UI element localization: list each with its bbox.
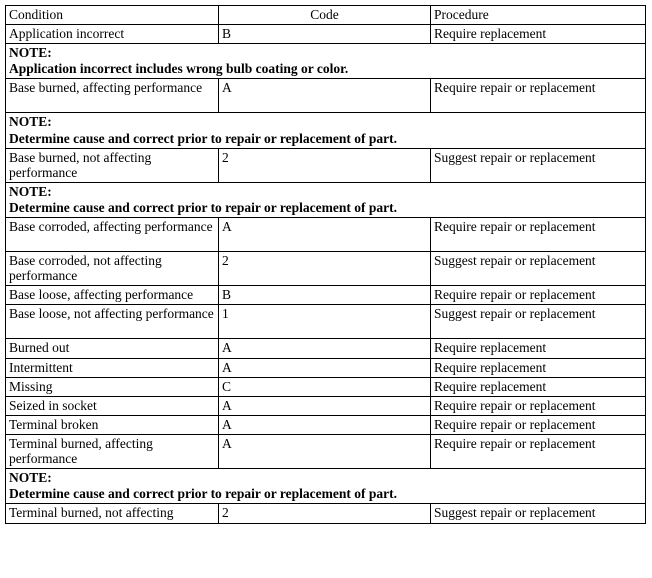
- cell-code: A: [219, 396, 431, 415]
- table-row: [6, 218, 646, 252]
- cell-code: A: [219, 79, 431, 113]
- note-text: Application incorrect includes wrong bulb coating or color.: [9, 61, 349, 77]
- cell-condition: Terminal broken: [6, 415, 219, 434]
- cell-procedure: Suggest repair or replacement: [431, 252, 646, 286]
- column-header-code: Code: [219, 6, 431, 25]
- cell-condition: Base burned, not affecting performance: [6, 148, 219, 182]
- cell-condition: Burned out: [6, 339, 219, 358]
- cell-procedure: Require repair or replacement: [431, 286, 646, 305]
- cell-procedure: Require replacement: [431, 25, 646, 44]
- note-text: Determine cause and correct prior to repair or replacement of part.: [9, 130, 398, 146]
- table-row: [6, 358, 646, 377]
- table-row: [6, 434, 646, 468]
- table-row: [6, 396, 646, 415]
- cell-code: 2: [219, 148, 431, 182]
- cell-condition: Base loose, not affecting performance: [6, 305, 219, 339]
- cell-code: 1: [219, 305, 431, 339]
- table-row: [6, 339, 646, 358]
- note-label: NOTE:: [9, 45, 52, 61]
- cell-condition: Terminal burned, not affecting: [6, 504, 219, 523]
- table-note-row: [6, 113, 646, 148]
- table-row: [6, 25, 646, 44]
- cell-condition: Base corroded, affecting performance: [6, 218, 219, 252]
- cell-code: A: [219, 358, 431, 377]
- table-note-row: [6, 469, 646, 504]
- cell-procedure: Require replacement: [431, 377, 646, 396]
- table-row: [6, 305, 646, 339]
- table-row: [6, 415, 646, 434]
- cell-condition: Application incorrect: [6, 25, 219, 44]
- cell-procedure: Require repair or replacement: [431, 396, 646, 415]
- cell-condition: Missing: [6, 377, 219, 396]
- cell-procedure: Suggest repair or replacement: [431, 504, 646, 523]
- table-row: [6, 148, 646, 182]
- note-text: Determine cause and correct prior to repair or replacement of part.: [9, 199, 398, 215]
- cell-condition: Intermittent: [6, 358, 219, 377]
- table-row: [6, 252, 646, 286]
- cell-code: A: [219, 415, 431, 434]
- note-cell: [6, 182, 646, 217]
- table-note-row: [6, 44, 646, 79]
- note-cell: [6, 469, 646, 504]
- note-label: NOTE:: [9, 470, 52, 486]
- cell-code: 2: [219, 252, 431, 286]
- cell-procedure: Require replacement: [431, 358, 646, 377]
- note-label: NOTE:: [9, 183, 52, 199]
- table-row: [6, 286, 646, 305]
- cell-procedure: Require repair or replacement: [431, 415, 646, 434]
- cell-code: B: [219, 25, 431, 44]
- note-cell: [6, 113, 646, 148]
- cell-procedure: Require replacement: [431, 339, 646, 358]
- cell-condition: Seized in socket: [6, 396, 219, 415]
- note-cell: [6, 44, 646, 79]
- note-text: Determine cause and correct prior to repair or replacement of part.: [9, 486, 398, 502]
- table-body: [6, 6, 646, 524]
- cell-procedure: Require repair or replacement: [431, 218, 646, 252]
- cell-code: 2: [219, 504, 431, 523]
- cell-condition: Base corroded, not affecting performance: [6, 252, 219, 286]
- table-row: [6, 79, 646, 113]
- cell-code: A: [219, 218, 431, 252]
- cell-condition: Terminal burned, affecting performance: [6, 434, 219, 468]
- cell-code: C: [219, 377, 431, 396]
- table-row: [6, 377, 646, 396]
- cell-code: A: [219, 434, 431, 468]
- cell-procedure: Require repair or replacement: [431, 434, 646, 468]
- column-header-condition: Condition: [6, 6, 219, 25]
- cell-code: A: [219, 339, 431, 358]
- cell-condition: Base burned, affecting performance: [6, 79, 219, 113]
- cell-procedure: Suggest repair or replacement: [431, 305, 646, 339]
- condition-code-procedure-table: [5, 5, 646, 524]
- table-note-row: [6, 182, 646, 217]
- cell-procedure: Require repair or replacement: [431, 79, 646, 113]
- table-header-row: [6, 6, 646, 25]
- table-row: [6, 504, 646, 523]
- cell-code: B: [219, 286, 431, 305]
- cell-procedure: Suggest repair or replacement: [431, 148, 646, 182]
- column-header-procedure: Procedure: [431, 6, 646, 25]
- note-label: NOTE:: [9, 114, 52, 130]
- cell-condition: Base loose, affecting performance: [6, 286, 219, 305]
